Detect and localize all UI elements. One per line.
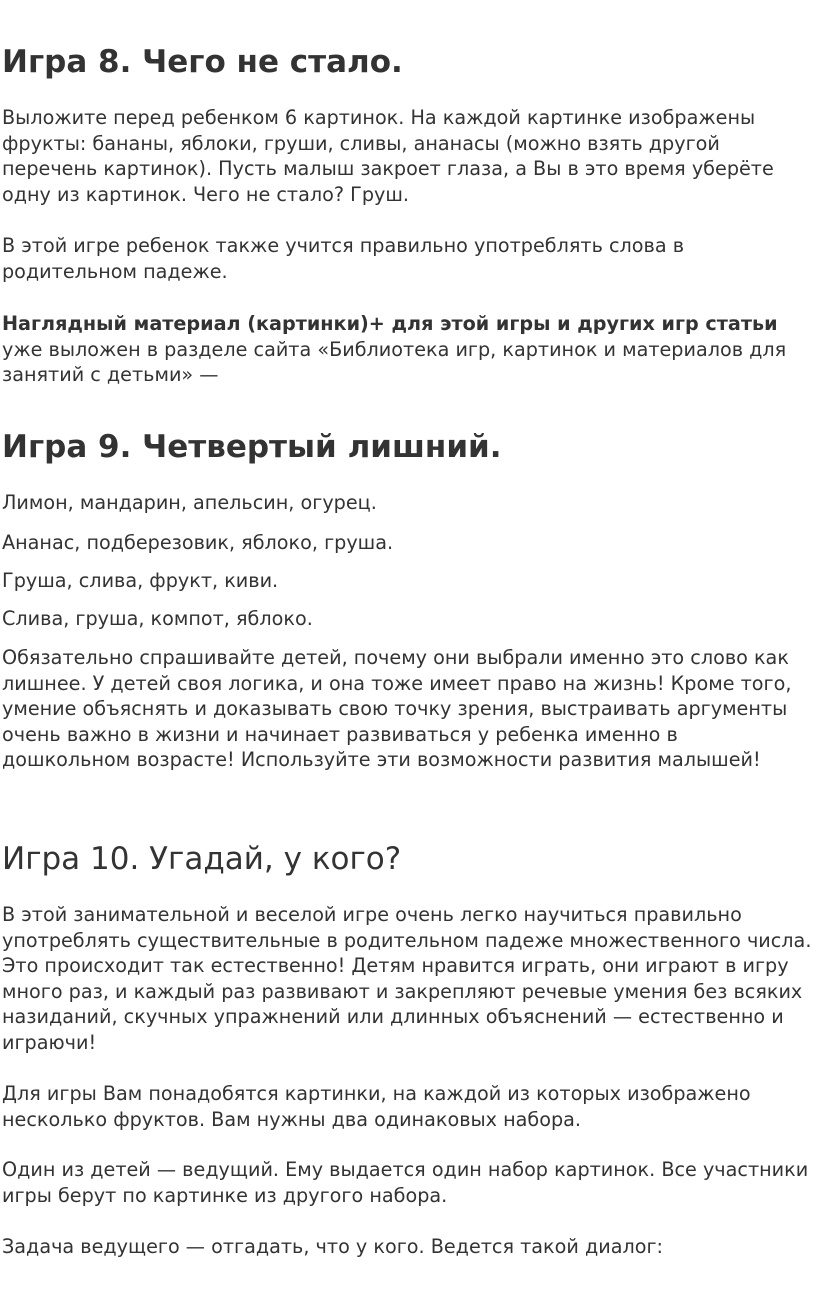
game9-line-1: Лимон, мандарин, апельсин, огурец. [2, 491, 377, 514]
game8-paragraph-3-bold: Наглядный материал (картинки)+ для этой игры и других игр статьи [2, 312, 778, 335]
game9-note: Обязательно спрашивайте детей, почему они выбрали именно это слово как лишнее. У детей своя логика, и она тоже имеет право на жизнь! Кроме того, умение объяснять и доказывать свою точку зрения, выстраивать аргументы очень важно в жизни и начинает развиваться у ребенка именно в дошкольном возрасте! Используйте эти возможности развития малышей! [2, 646, 792, 771]
game9-title: Игра 9. Четвертый лишний. [2, 429, 502, 465]
game9-line-3: Груша, слива, фрукт, киви. [2, 569, 279, 592]
game8-paragraph-1: Выложите перед ребенком 6 картинок. На каждой картинке изображены фрукты: бананы, яблоки, груши, сливы, ананасы (можно взять другой перечень картинок). Пусть малыш закроет глаза, а Вы в это время уберёте одну из картинок. Чего не стало? Груш. [2, 106, 774, 206]
game8-paragraph-3-rest: уже выложен в разделе сайта «Библиотека игр, картинок и материалов для занятий с детьми» — [2, 337, 787, 386]
game8-paragraph-2: В этой игре ребенок также учится правильно употреблять слова в родительном падеже. [2, 234, 685, 283]
game10-title: Игра 10. Угадай, у кого? [2, 841, 402, 877]
game10-paragraph-3: Один из детей — ведущий. Ему выдается один набор картинок. Все участники игры берут по картинке из другого набора. [2, 1158, 809, 1207]
game10-paragraph-2: Для игры Вам понадобятся картинки, на каждой из которых изображено несколько фруктов. Вам нужны два одинаковых набора. [2, 1082, 751, 1131]
game9-line-4: Слива, груша, компот, яблоко. [2, 607, 313, 630]
game8-title: Игра 8. Чего не стало. [2, 44, 403, 80]
game10-paragraph-1: В этой занимательной и веселой игре очень легко научиться правильно употреблять существительные в родительном падеже множественного числа. Это происходит так естественно! Детям нравится играть, они играют в игру много раз, и каждый раз развивают и закрепляют речевые умения без всяких назиданий, скучных упражнений или длинных объяснений — естественно и играючи! [2, 903, 812, 1054]
game8-paragraph-3 [2, 311, 812, 388]
game9-line-2: Ананас, подберезовик, яблоко, груша. [2, 531, 394, 554]
game10-paragraph-4: Задача ведущего — отгадать, что у кого. Ведется такой диалог: [2, 1235, 663, 1258]
